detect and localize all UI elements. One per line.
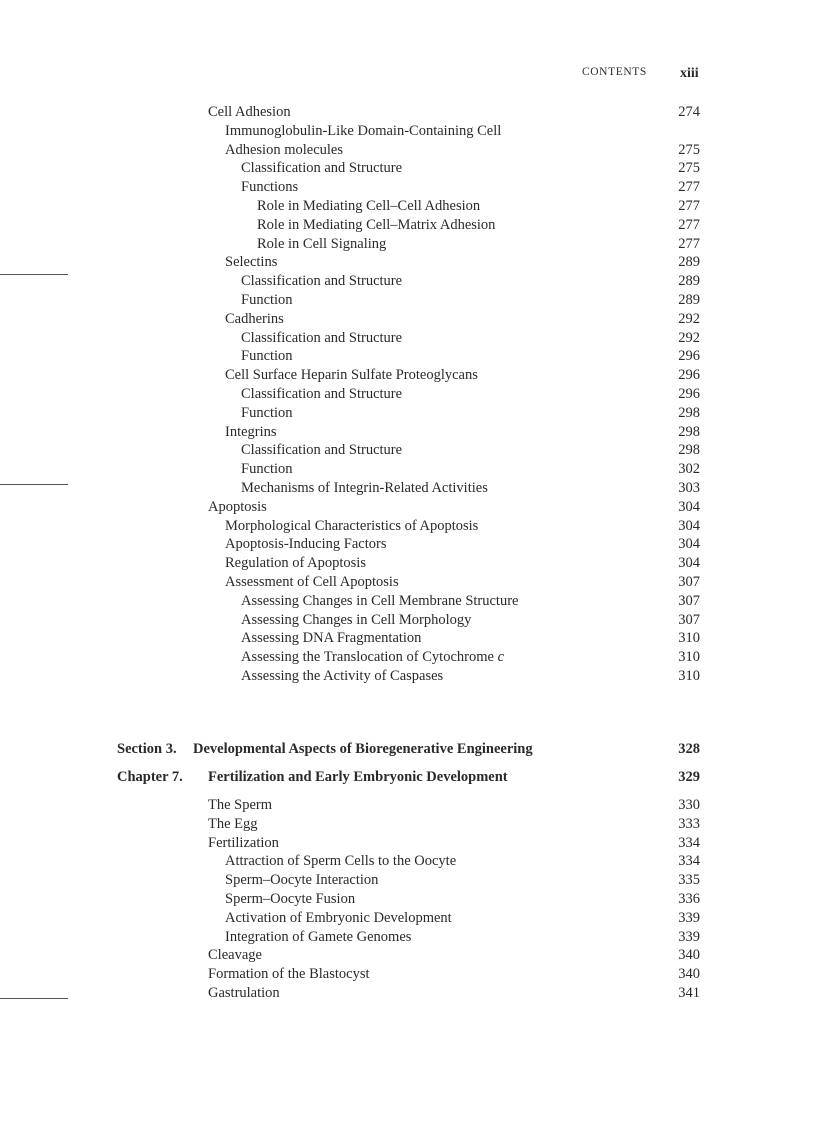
toc-entry-text: Adhesion molecules [225,141,343,158]
toc-entry-title [208,498,267,516]
toc-entry-text: Classification and Structure [241,160,403,177]
toc-entry-title [241,385,402,403]
toc-entry-text: Morphological Characteristics of Apoptosis [225,517,479,534]
toc-entry-page: 310 [678,649,700,666]
toc-entry-page: 333 [678,815,700,832]
toc-entry-title [225,253,277,271]
toc-entry-title [241,159,402,177]
toc-entry-text: Cell Surface Heparin Sulfate Proteoglycans [225,367,478,384]
toc-entry-page: 277 [678,216,700,233]
toc-entry-text: Functions [241,179,299,196]
toc-entry-page: 274 [678,104,700,120]
toc-entry-page: 298 [678,423,700,440]
toc-entry-page: 275 [678,141,700,158]
toc-entry-text: Role in Cell Signaling [257,235,387,252]
toc-entry-page: 334 [678,853,700,870]
toc-entry-text: Immunoglobulin-Like Domain-Containing Cell [225,122,502,139]
toc-entry-title [241,648,504,666]
toc-entry-text: Regulation of Apoptosis [225,555,366,572]
toc-entry-page: 307 [678,592,700,609]
toc-entry-text: Apoptosis-Inducing Factors [225,536,387,553]
toc-entry-text: Apoptosis [208,498,267,515]
toc-entry-page: 303 [678,480,700,496]
toc-entry-text: Classification and Structure [241,386,403,402]
toc-entry-text: The Egg [208,815,258,832]
toc-entry-title [241,178,298,196]
toc-entry-page: 340 [678,947,700,964]
toc-entry-title [225,852,456,870]
toc-entry-title [241,460,293,478]
toc-entry-text: Classification and Structure [241,329,403,346]
toc-entry-page: 334 [678,834,700,851]
toc-entry-text: Classification and Structure [241,442,403,459]
toc-entry-text: Function [241,404,293,421]
toc-entry-title [225,141,343,159]
margin-crop-mark [0,274,68,275]
toc-entry-page: 292 [678,329,700,346]
toc-entry-page: 277 [678,179,700,196]
toc-entry-page: 336 [678,891,700,907]
toc-entry-title [241,441,402,459]
toc-entry-page: 310 [678,630,700,647]
toc-entry-title [241,291,293,309]
toc-entry-title [225,909,452,927]
toc-entry-page: 304 [678,536,700,553]
toc-entry-italic: c [497,649,504,666]
toc-entry-page: 289 [678,273,700,290]
toc-entry-page: 302 [678,461,700,478]
toc-entry-text: Assessment of Cell Apoptosis [225,574,399,590]
toc-entry-title [257,216,495,234]
section-page: 328 [678,741,700,757]
toc-entry-page: 307 [678,611,700,628]
toc-entry-page: 340 [678,966,700,983]
toc-entry-page: 304 [678,498,700,515]
toc-entry-page: 339 [678,909,700,926]
toc-entry-text: Activation of Embryonic Development [225,909,452,926]
toc-entry-text: Assessing DNA Fragmentation [241,630,422,647]
toc-entry-page: 304 [678,517,700,534]
toc-entry-text: Role in Mediating Cell–Matrix Adhesion [257,216,496,233]
toc-entry-title [241,479,488,497]
toc-entry-title [208,815,258,833]
toc-entry-title [225,122,501,140]
running-head: CONTENTS [582,66,647,78]
margin-crop-mark [0,484,68,485]
toc-entry-title [225,366,478,384]
toc-entry-text: Cell Adhesion [208,104,291,120]
toc-entry-page: 296 [678,367,700,384]
section-title: Developmental Aspects of Bioregenerative Engineering [193,741,533,757]
toc-entry-text: Mechanisms of Integrin-Related Activities [241,480,488,496]
section-label: Section 3. [117,741,177,757]
toc-entry-title [241,329,402,347]
toc-entry-text: Function [241,348,293,365]
toc-entry-text: Assessing Changes in Cell Morphology [241,611,472,628]
toc-entry-text: Assessing the Translocation of Cytochrome [241,649,498,666]
margin-crop-mark [0,998,68,999]
page-header [0,66,816,84]
toc-entry-page: 339 [678,928,700,945]
toc-entry-text: Sperm–Oocyte Interaction [225,872,379,889]
toc-entry-text: Gastrulation [208,985,280,1001]
toc-entry-title [241,629,421,647]
toc-entry-title [241,272,402,290]
toc-entry-text: Function [241,461,293,478]
toc-entry-title [225,928,411,946]
toc-entry-title [225,517,478,535]
toc-entry-title [241,592,518,610]
toc-entry-page: 304 [678,555,700,572]
toc-entry-page: 310 [678,668,700,684]
toc-entry-title [225,871,378,889]
toc-entry-page: 277 [678,235,700,252]
toc-entry-page: 292 [678,310,700,327]
toc-entry-text: Attraction of Sperm Cells to the Oocyte [225,853,457,870]
toc-entry-page: 330 [678,797,700,813]
toc-entry-page: 298 [678,404,700,421]
toc-entry-text: Classification and Structure [241,273,403,290]
toc-entry-text: Cleavage [208,947,262,964]
toc-entry-text: Assessing Changes in Cell Membrane Structure [241,592,519,609]
toc-entry-title [257,197,480,215]
toc-entry-page: 335 [678,872,700,889]
chapter-title: Fertilization and Early Embryonic Development [208,769,508,785]
toc-entry-text: The Sperm [208,797,273,813]
toc-entry-page: 289 [678,292,700,308]
toc-entry-title [225,310,284,328]
toc-entry-text: Assessing the Activity of Caspases [241,668,444,684]
toc-entry-title [208,984,280,1002]
toc-entry-title [225,535,387,553]
toc-entry-text: Sperm–Oocyte Fusion [225,891,356,907]
toc-entry-text: Integration of Gamete Genomes [225,928,412,945]
toc-entry-text: Selectins [225,254,278,271]
toc-entry-page: 341 [678,985,700,1001]
toc-entry-text: Role in Mediating Cell–Cell Adhesion [257,198,481,214]
toc-entry-title [241,667,443,685]
toc-entry-title [225,573,399,591]
toc-entry-title [241,611,471,629]
toc-entry-page: 277 [678,198,700,214]
toc-entry-title [208,103,291,121]
toc-entry-page: 296 [678,348,700,365]
toc-entry-text: Cadherins [225,310,284,327]
toc-entry-title [225,554,366,572]
toc-entry-title [225,890,355,908]
toc-entry-page: 296 [678,386,700,402]
page-number: xiii [680,66,699,81]
toc-entry-page: 298 [678,442,700,459]
toc-entry-title [208,834,279,852]
toc-entry-title [208,946,262,964]
toc-entry-title [208,796,272,814]
toc-entry-title [257,235,386,253]
toc-entry-title [208,965,370,983]
toc-entry-text: Integrins [225,423,277,440]
toc-entry-page: 307 [678,574,700,590]
toc-entry-text: Function [241,292,293,308]
toc-entry-title [241,404,293,422]
toc-entry-title [225,423,277,441]
toc-entry-page: 275 [678,160,700,177]
chapter-label: Chapter 7. [117,769,183,785]
toc-entry-title [241,347,293,365]
toc-entry-text: Fertilization [208,834,279,851]
toc-entry-page: 289 [678,254,700,271]
chapter-page: 329 [678,769,700,785]
toc-entry-text: Formation of the Blastocyst [208,966,370,983]
